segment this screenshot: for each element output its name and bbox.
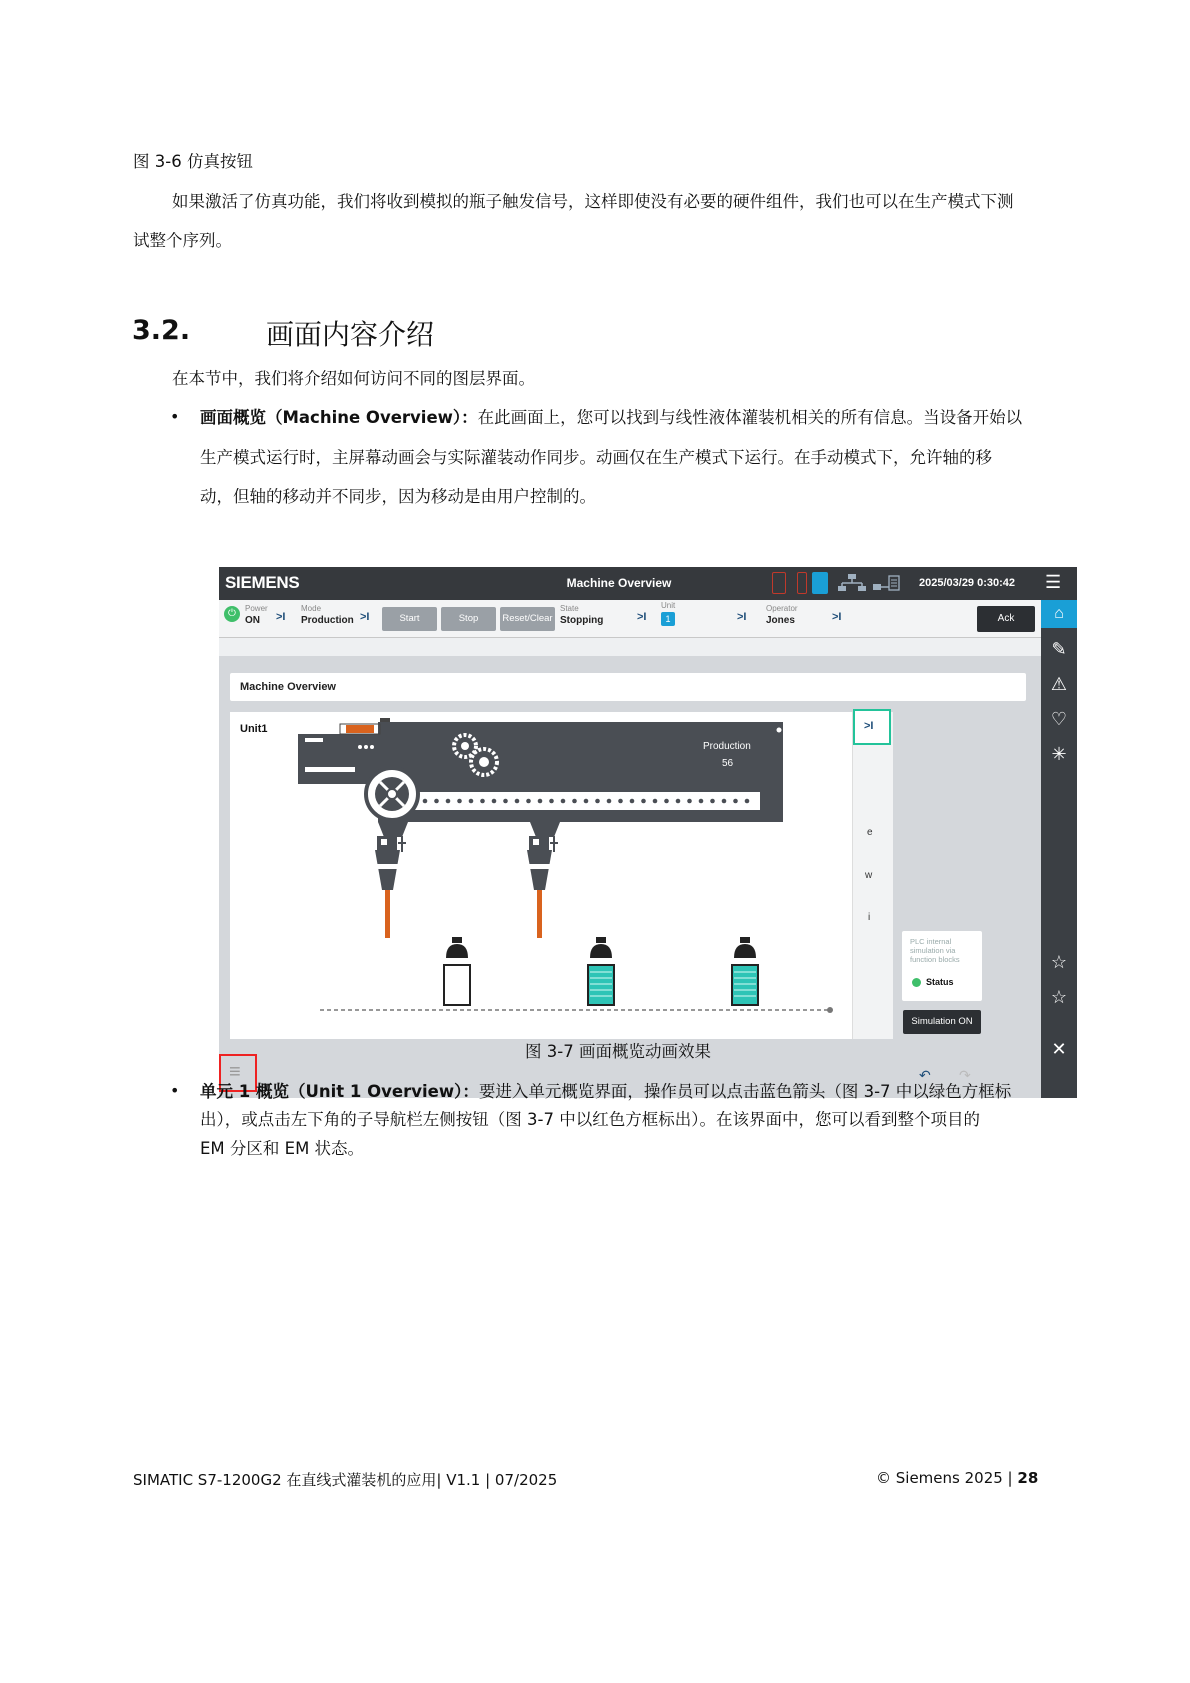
operator-label: Operator <box>766 604 798 613</box>
rail-dot <box>434 799 439 804</box>
sub-nav-menu-icon[interactable]: ≡ <box>229 1061 241 1083</box>
footer-right <box>876 1469 1038 1487</box>
hmi-status-bar <box>219 600 1041 638</box>
rail-dot <box>515 799 520 804</box>
unit-label: Unit <box>661 601 676 610</box>
bullet-marker: • <box>170 1081 180 1100</box>
status-label: Status <box>926 977 954 987</box>
state-chevron[interactable]: >I <box>637 611 647 623</box>
state-label: State <box>560 604 579 613</box>
rail-dot <box>457 799 462 804</box>
battery-icon <box>797 572 807 594</box>
rail-dot <box>595 799 600 804</box>
power-chevron[interactable]: >I <box>276 611 286 623</box>
operator-value: Jones <box>766 615 795 626</box>
hmi-top-bar <box>219 567 1077 600</box>
unit-chevron[interactable]: >I <box>737 611 747 623</box>
tools-icon[interactable]: ✕ <box>1051 1039 1067 1059</box>
bullet-1-line-2: 生产模式运行时，主屏幕动画会与实际灌装动作同步。动画仅在生产模式下运行。在手动模式下，允许轴的移 <box>200 448 992 467</box>
simulation-info-panel <box>902 931 982 1001</box>
rail-dot <box>561 799 566 804</box>
intro-text: 在本节中，我们将介绍如何访问不同的图层界面。 <box>172 369 535 388</box>
unit-value[interactable]: 1 <box>661 612 675 626</box>
rail-dot <box>676 799 681 804</box>
status-indicator-icon <box>912 978 921 987</box>
home-icon[interactable]: ⌂ <box>1041 600 1077 628</box>
operator-chevron[interactable]: >I <box>832 611 842 623</box>
operator-icon[interactable]: ✎ <box>1051 639 1067 659</box>
start-button[interactable]: Start <box>382 607 437 631</box>
date-time: 2025/03/29 0:30:42 <box>919 577 1016 589</box>
simulation-info-text: PLC internal simulation via function blocks <box>910 937 960 964</box>
nav-letter-w[interactable]: w <box>865 870 873 881</box>
rail-dot <box>641 799 646 804</box>
production-label: Production <box>703 741 751 752</box>
rail-dot <box>710 799 715 804</box>
power-label: Power <box>245 604 268 613</box>
menu-icon[interactable]: ☰ <box>1045 572 1062 592</box>
memory-card-icon <box>812 572 828 594</box>
power-icon[interactable]: ⏻ <box>224 606 240 622</box>
unit-name: Unit1 <box>240 723 268 735</box>
bottle-full <box>732 937 758 1005</box>
figure-3-7-caption: 图 3-7 画面概览动画效果 <box>525 1042 711 1061</box>
stop-button[interactable]: Stop <box>441 607 496 631</box>
alarm-icon[interactable]: ⚠ <box>1050 674 1068 694</box>
mode-chevron[interactable]: >I <box>360 611 370 623</box>
paragraph-line: 如果激活了仿真功能，我们将收到模拟的瓶子触发信号，这样即使没有必要的硬件组件，我们也可以在生产模式下测 <box>172 192 1014 211</box>
rail-dot <box>745 799 750 804</box>
page-number: 28 <box>1017 1469 1039 1487</box>
rail-dot <box>618 799 623 804</box>
connection-icon <box>871 573 901 593</box>
rail-dot <box>480 799 485 804</box>
unit-overview-arrow-highlight[interactable] <box>853 709 891 745</box>
bullet-1-heading: 画面概览（Machine Overview）： <box>200 408 478 427</box>
paragraph-line: 试整个序列。 <box>133 231 232 250</box>
section-number: 3.2. <box>132 315 191 346</box>
hmi-screen-title: Machine Overview <box>566 576 672 590</box>
rail-dot <box>607 799 612 804</box>
subheader-strip <box>219 638 1041 656</box>
rail-dot <box>722 799 727 804</box>
network-status-icon <box>837 573 867 593</box>
bottle-empty <box>444 937 470 1005</box>
filling-machine-graphic <box>230 712 860 1039</box>
mode-label: Mode <box>301 604 322 613</box>
rail-dot <box>687 799 692 804</box>
rail-dot <box>538 799 543 804</box>
rail-dot <box>584 799 589 804</box>
rail-dot <box>572 799 577 804</box>
nav-letter-i[interactable]: i <box>868 912 871 923</box>
bullet-2-line-3: EM 分区和 EM 状态。 <box>200 1139 365 1158</box>
star-icon[interactable]: ☆ <box>1050 987 1068 1007</box>
panel-title: Machine Overview <box>240 681 336 693</box>
rail-dot <box>469 799 474 804</box>
star-icon[interactable]: ☆ <box>1050 952 1068 972</box>
state-value: Stopping <box>560 615 604 626</box>
production-count: 56 <box>722 758 734 769</box>
power-value: ON <box>245 615 260 626</box>
hmi-screenshot <box>219 567 1077 1098</box>
bullet-2-line-1 <box>200 1082 1011 1102</box>
undo-icon[interactable]: ↶ <box>919 1067 931 1083</box>
mode-value: Production <box>301 615 354 626</box>
bullet-marker: • <box>170 407 180 426</box>
bullet-1-line-3: 动，但轴的移动并不同步，因为移动是由用户控制的。 <box>200 487 596 506</box>
network-icon[interactable]: ✳ <box>1051 744 1067 764</box>
rail-dot <box>699 799 704 804</box>
rail-dot <box>526 799 531 804</box>
siemens-logo: SIEMENS <box>225 573 300 592</box>
bullet-2-text: 要进入单元概览界面，操作员可以点击蓝色箭头（图 3-7 中以绿色方框标 <box>478 1082 1012 1101</box>
unit-overview-arrow[interactable]: >I <box>864 720 874 732</box>
nav-letter-e[interactable]: e <box>867 827 873 838</box>
plc-icon <box>772 572 786 594</box>
section-title: 画面内容介绍 <box>266 318 435 351</box>
redo-icon[interactable]: ↷ <box>959 1067 971 1083</box>
rail-dot <box>549 799 554 804</box>
rail-dot <box>733 799 738 804</box>
rail-dot <box>630 799 635 804</box>
rail-dot <box>653 799 658 804</box>
simulation-on-button[interactable]: Simulation ON <box>903 1010 981 1034</box>
panel-title-bar <box>230 673 1026 701</box>
rail-dot <box>503 799 508 804</box>
bullet-1-line-1 <box>200 408 1022 428</box>
bullet-2-heading: 单元 1 概览（Unit 1 Overview）： <box>200 1082 479 1101</box>
rail-dot <box>446 799 451 804</box>
sub-navigation-column <box>852 712 893 1039</box>
rail-dot <box>423 799 428 804</box>
diagnostics-icon[interactable]: ♡ <box>1050 709 1068 729</box>
bullet-1-text: 在此画面上，您可以找到与线性液体灌装机相关的所有信息。当设备开始以 <box>477 408 1023 427</box>
machine-canvas <box>230 712 892 1039</box>
copyright-text: © Siemens 2025 | <box>876 1469 1018 1487</box>
rail-dots <box>423 799 750 804</box>
bottle-full <box>588 937 614 1005</box>
figure-3-6-caption: 图 3-6 仿真按钮 <box>133 152 253 171</box>
hmi-sidebar <box>1041 600 1077 1098</box>
ack-button[interactable]: Ack <box>977 606 1035 632</box>
rail-dot <box>492 799 497 804</box>
rail-dot <box>664 799 669 804</box>
reset-clear-button[interactable]: Reset/Clear <box>500 607 555 631</box>
footer-left: SIMATIC S7-1200G2 在直线式灌装机的应用| V1.1 | 07/2025 <box>133 1471 558 1489</box>
bullet-2-line-2: 出），或点击左下角的子导航栏左侧按钮（图 3-7 中以红色方框标出）。在该界面中，您可以看到整个项目的 <box>200 1110 980 1129</box>
